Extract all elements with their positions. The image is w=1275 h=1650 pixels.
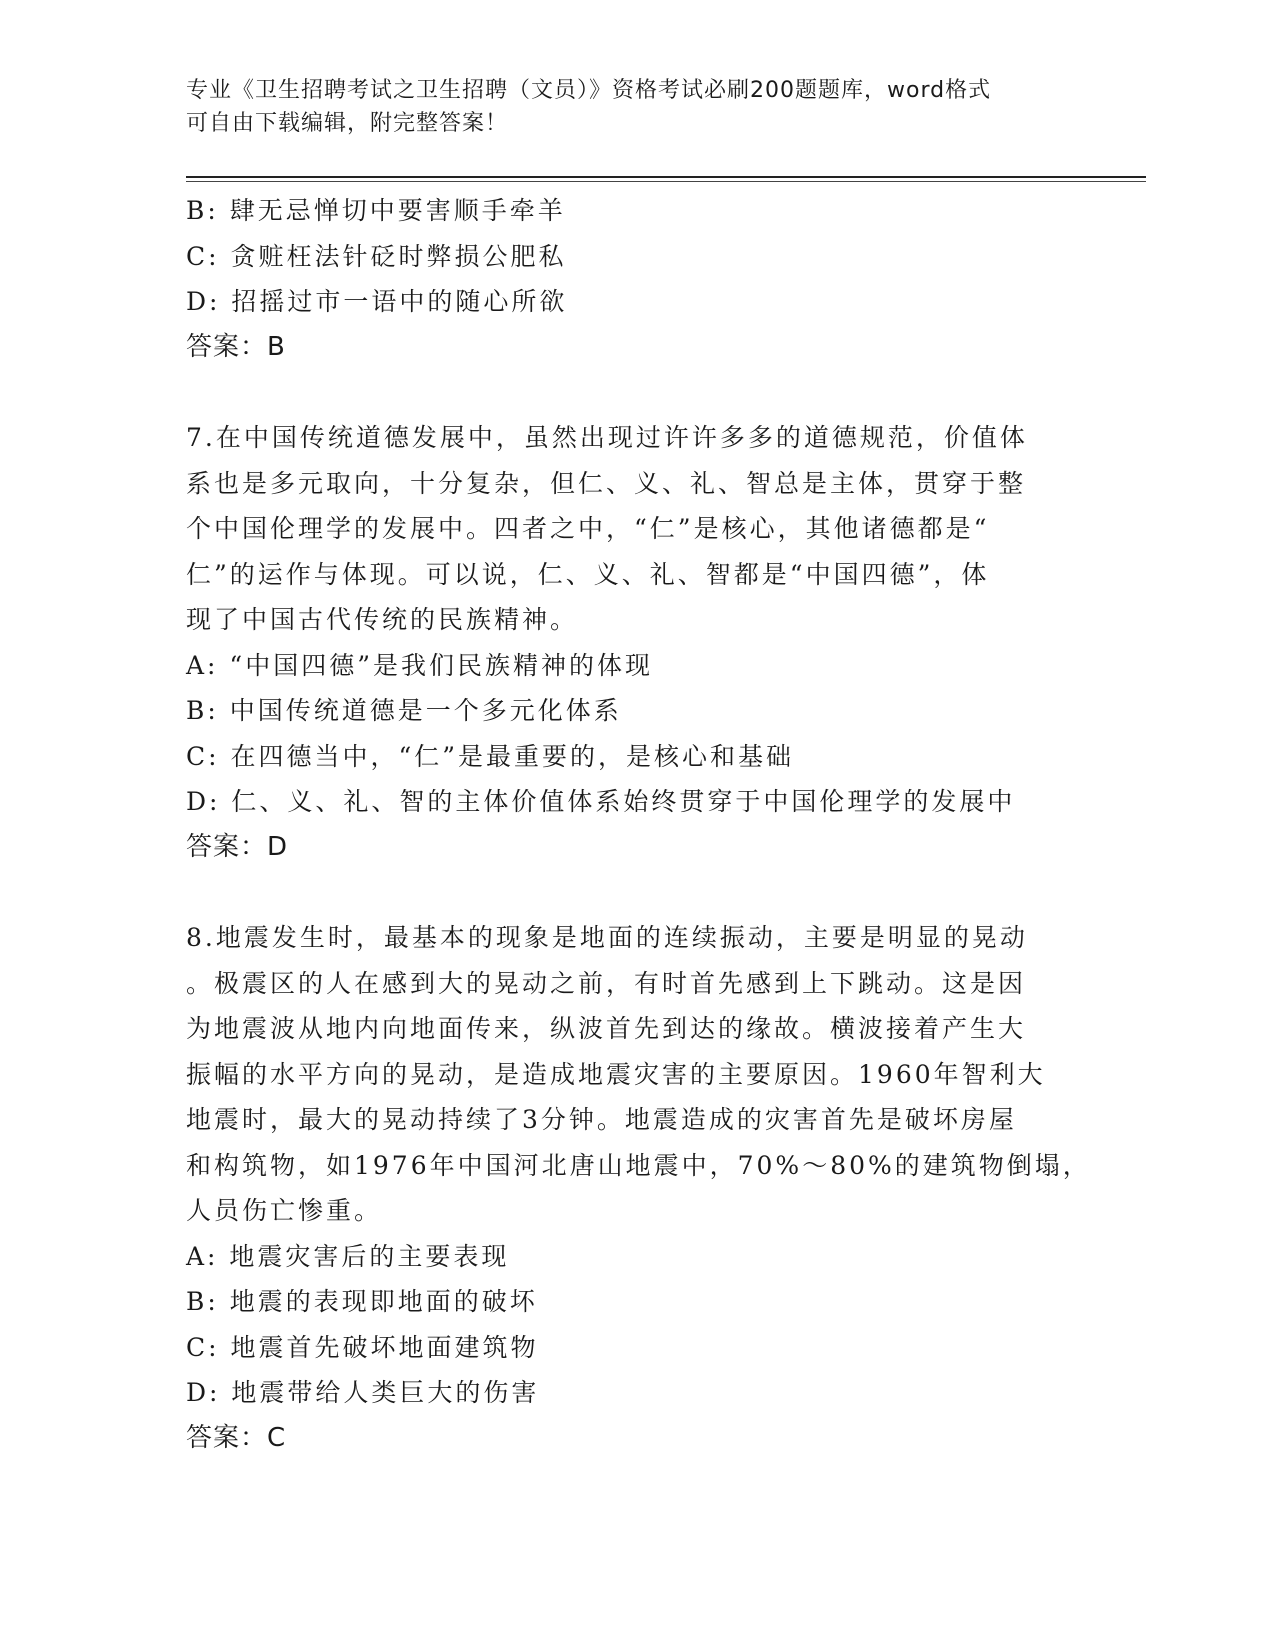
header-divider-thick bbox=[186, 176, 1146, 178]
q7-stem-line: 仁”的运作与体现。可以说，仁、义、礼、智都是“中国四德”，体 bbox=[186, 559, 990, 589]
q6-option-d: D: 招摇过市一语中的随心所欲 bbox=[186, 287, 568, 316]
q8-stem-line: 为地震波从地内向地面传来，纵波首先到达的缘故。横波接着产生大 bbox=[186, 1014, 1027, 1043]
q8-option-b: B: 地震的表现即地面的破坏 bbox=[186, 1287, 538, 1316]
q7-option-c: C: 在四德当中，“仁”是最重要的，是核心和基础 bbox=[186, 741, 795, 771]
q7-option-a: A: “中国四德”是我们民族精神的体现 bbox=[186, 650, 653, 680]
question-6 bbox=[186, 188, 1066, 370]
header-title-line-1: 专业《卫生招聘考试之卫生招聘（文员）》资格考试必刷200题题库，word格式 bbox=[186, 78, 992, 103]
header-divider-thin bbox=[186, 181, 1146, 182]
q8-stem-line: 地震时，最大的晃动持续了3分钟。地震造成的灾害首先是破坏房屋 bbox=[186, 1105, 1017, 1134]
q8-option-c: C: 地震首先破坏地面建筑物 bbox=[186, 1332, 539, 1362]
q6-option-c: C: 贪赃枉法针砭时弊损公肥私 bbox=[186, 241, 567, 271]
q6-option-b: B: 肆无忌惮切中要害顺手牵羊 bbox=[186, 196, 566, 225]
q8-stem-line: 。极震区的人在感到大的晃动之前，有时首先感到上下跳动。这是因 bbox=[186, 968, 1027, 998]
q8-stem-line: 和构筑物，如1976年中国河北唐山地震中，70%～80%的建筑物倒塌， bbox=[186, 1150, 1091, 1180]
header-title-line-2: 可自由下载编辑，附完整答案！ bbox=[186, 111, 509, 136]
q8-stem-line: 8.地震发生时，最基本的现象是地面的连续振动，主要是明显的晃动 bbox=[186, 923, 1028, 952]
q7-stem-line: 7.在中国传统道德发展中，虽然出现过许许多多的道德规范，价值体 bbox=[186, 423, 1028, 452]
question-8 bbox=[186, 915, 1091, 1461]
q8-option-a: A: 地震灾害后的主要表现 bbox=[186, 1241, 510, 1271]
q7-stem-line: 现了中国古代传统的民族精神。 bbox=[186, 605, 579, 634]
spacer bbox=[186, 870, 1066, 915]
spacer bbox=[186, 370, 1066, 415]
question-7 bbox=[186, 415, 1066, 870]
q7-answer: 答案：D bbox=[186, 831, 289, 862]
q8-stem-line: 振幅的水平方向的晃动，是造成地震灾害的主要原因。1960年智利大 bbox=[186, 1059, 1046, 1089]
q7-option-b: B: 中国传统道德是一个多元化体系 bbox=[186, 696, 622, 725]
q8-answer: 答案：C bbox=[186, 1422, 287, 1453]
q7-stem-line: 个中国伦理学的发展中。四者之中，“仁”是核心，其他诸德都是“ bbox=[186, 514, 990, 543]
q8-option-d: D: 地震带给人类巨大的伤害 bbox=[186, 1378, 540, 1407]
page-header bbox=[186, 74, 1066, 140]
question-content bbox=[186, 188, 1091, 1461]
q7-stem-line: 系也是多元取向，十分复杂，但仁、义、礼、智总是主体，贯穿于整 bbox=[186, 468, 1027, 498]
q8-stem-line: 人员伤亡惨重。 bbox=[186, 1196, 383, 1225]
q7-option-d: D: 仁、义、礼、智的主体价值体系始终贯穿于中国伦理学的发展中 bbox=[186, 787, 1016, 816]
q6-answer: 答案：B bbox=[186, 331, 286, 362]
